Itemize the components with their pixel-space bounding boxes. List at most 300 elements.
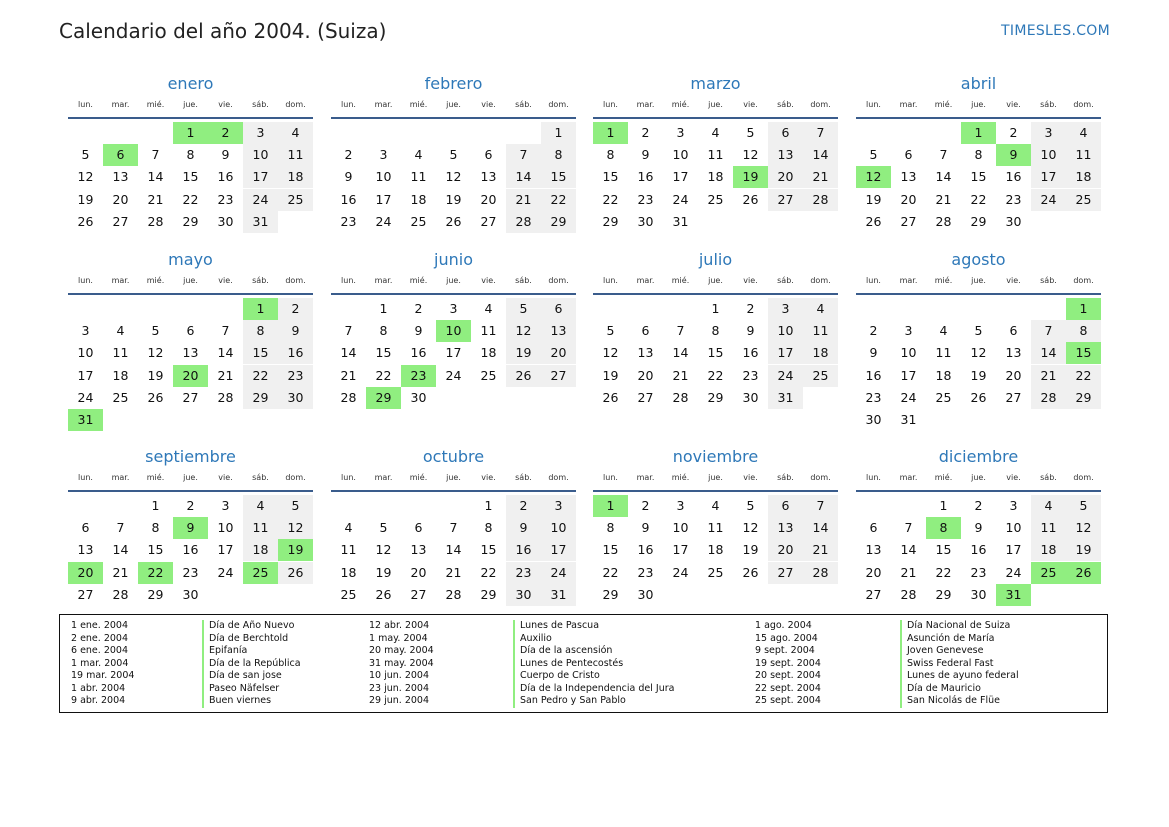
day-cell[interactable]: 3 [221,498,230,513]
day-cell[interactable]: 4 [484,301,493,316]
day-cell[interactable]: 2 [974,498,983,513]
day-cell[interactable]: 24 [768,365,803,387]
day-cell[interactable]: 21 [900,564,917,580]
day-cell[interactable]: 1 [541,122,576,144]
day-cell[interactable]: 21 [147,191,164,207]
day-cell[interactable]: 24 [375,213,392,229]
day-cell[interactable]: 28 [672,389,689,405]
day-cell[interactable]: 20 [768,539,803,561]
day-cell[interactable]: 4 [278,122,313,144]
day-cell[interactable]: 10 [672,147,689,163]
day-cell[interactable]: 6 [81,520,90,536]
day-cell[interactable]: 12 [278,517,313,539]
day-cell[interactable]: 14 [340,345,357,361]
day-cell[interactable]: 4 [414,147,423,163]
day-cell[interactable]: 29 [182,213,199,229]
day-cell[interactable]: 3 [676,125,685,140]
day-cell[interactable]: 22 [935,564,952,580]
holiday-day-cell[interactable]: 9 [173,517,208,539]
day-cell[interactable]: 26 [742,564,759,580]
day-cell[interactable]: 16 [742,345,759,361]
day-cell[interactable]: 31 [541,584,576,606]
day-cell[interactable]: 23 [637,564,654,580]
day-cell[interactable]: 5 [81,147,90,163]
day-cell[interactable]: 5 [746,498,755,513]
day-cell[interactable]: 25 [410,213,427,229]
day-cell[interactable]: 30 [742,389,759,405]
day-cell[interactable]: 17 [541,539,576,561]
day-cell[interactable]: 28 [340,389,357,405]
day-cell[interactable]: 14 [112,542,129,558]
day-cell[interactable]: 27 [541,365,576,387]
day-cell[interactable]: 20 [541,342,576,364]
day-cell[interactable]: 23 [182,564,199,580]
day-cell[interactable]: 4 [243,495,278,517]
day-cell[interactable]: 22 [375,367,392,383]
day-cell[interactable]: 16 [970,542,987,558]
holiday-day-cell[interactable]: 19 [733,166,768,188]
day-cell[interactable]: 20 [865,564,882,580]
day-cell[interactable]: 10 [1031,144,1066,166]
day-cell[interactable]: 11 [243,517,278,539]
day-cell[interactable]: 10 [375,169,392,185]
day-cell[interactable]: 15 [243,342,278,364]
day-cell[interactable]: 24 [541,562,576,584]
day-cell[interactable]: 31 [768,387,803,409]
holiday-day-cell[interactable]: 1 [961,122,996,144]
day-cell[interactable]: 12 [742,520,759,536]
day-cell[interactable]: 10 [900,345,917,361]
day-cell[interactable]: 2 [1009,125,1018,140]
day-cell[interactable]: 26 [602,389,619,405]
day-cell[interactable]: 6 [541,298,576,320]
day-cell[interactable]: 26 [865,213,882,229]
day-cell[interactable]: 3 [541,495,576,517]
day-cell[interactable]: 9 [506,517,541,539]
day-cell[interactable]: 21 [217,367,234,383]
day-cell[interactable]: 28 [1031,387,1066,409]
day-cell[interactable]: 9 [869,345,878,361]
day-cell[interactable]: 28 [803,189,838,211]
day-cell[interactable]: 17 [1031,166,1066,188]
day-cell[interactable]: 30 [182,586,199,602]
day-cell[interactable]: 13 [637,345,654,361]
day-cell[interactable]: 27 [77,586,94,602]
holiday-day-cell[interactable]: 20 [173,365,208,387]
day-cell[interactable]: 30 [217,213,234,229]
day-cell[interactable]: 29 [602,213,619,229]
day-cell[interactable]: 4 [116,323,125,339]
day-cell[interactable]: 11 [1031,517,1066,539]
day-cell[interactable]: 12 [602,345,619,361]
day-cell[interactable]: 15 [602,169,619,185]
day-cell[interactable]: 14 [1031,342,1066,364]
day-cell[interactable]: 17 [672,542,689,558]
day-cell[interactable]: 10 [243,144,278,166]
day-cell[interactable]: 16 [410,345,427,361]
day-cell[interactable]: 26 [970,389,987,405]
holiday-day-cell[interactable]: 1 [173,122,208,144]
day-cell[interactable]: 22 [1066,365,1101,387]
day-cell[interactable]: 22 [182,191,199,207]
day-cell[interactable]: 18 [480,345,497,361]
day-cell[interactable]: 28 [217,389,234,405]
day-cell[interactable]: 10 [541,517,576,539]
day-cell[interactable]: 21 [803,166,838,188]
day-cell[interactable]: 6 [768,122,803,144]
day-cell[interactable]: 7 [151,147,160,163]
day-cell[interactable]: 14 [147,169,164,185]
day-cell[interactable]: 30 [865,411,882,427]
day-cell[interactable]: 2 [641,125,650,140]
day-cell[interactable]: 5 [1066,495,1101,517]
day-cell[interactable]: 30 [1005,213,1022,229]
holiday-day-cell[interactable]: 26 [1066,562,1101,584]
day-cell[interactable]: 27 [112,213,129,229]
day-cell[interactable]: 27 [480,213,497,229]
holiday-day-cell[interactable]: 1 [243,298,278,320]
holiday-day-cell[interactable]: 2 [208,122,243,144]
day-cell[interactable]: 14 [803,144,838,166]
day-cell[interactable]: 21 [445,564,462,580]
day-cell[interactable]: 25 [112,389,129,405]
day-cell[interactable]: 28 [900,586,917,602]
day-cell[interactable]: 15 [970,169,987,185]
day-cell[interactable]: 5 [506,298,541,320]
day-cell[interactable]: 18 [935,367,952,383]
day-cell[interactable]: 8 [186,147,195,163]
day-cell[interactable]: 12 [970,345,987,361]
day-cell[interactable]: 17 [445,345,462,361]
day-cell[interactable]: 11 [410,169,427,185]
day-cell[interactable]: 30 [637,586,654,602]
day-cell[interactable]: 7 [449,520,458,536]
day-cell[interactable]: 29 [243,387,278,409]
day-cell[interactable]: 21 [112,564,129,580]
day-cell[interactable]: 8 [151,520,160,536]
day-cell[interactable]: 31 [900,411,917,427]
day-cell[interactable]: 13 [768,517,803,539]
day-cell[interactable]: 16 [217,169,234,185]
day-cell[interactable]: 27 [410,586,427,602]
day-cell[interactable]: 21 [1031,365,1066,387]
day-cell[interactable]: 3 [449,301,458,316]
day-cell[interactable]: 24 [445,367,462,383]
day-cell[interactable]: 30 [506,584,541,606]
day-cell[interactable]: 8 [541,144,576,166]
day-cell[interactable]: 12 [1066,517,1101,539]
day-cell[interactable]: 8 [711,323,720,339]
day-cell[interactable]: 6 [904,147,913,163]
day-cell[interactable]: 5 [151,323,160,339]
holiday-day-cell[interactable]: 6 [103,144,138,166]
day-cell[interactable]: 24 [217,564,234,580]
day-cell[interactable]: 16 [340,191,357,207]
day-cell[interactable]: 10 [77,345,94,361]
day-cell[interactable]: 5 [869,147,878,163]
day-cell[interactable]: 16 [278,342,313,364]
day-cell[interactable]: 5 [278,495,313,517]
day-cell[interactable]: 6 [186,323,195,339]
day-cell[interactable]: 30 [278,387,313,409]
day-cell[interactable]: 23 [970,564,987,580]
day-cell[interactable]: 19 [147,367,164,383]
day-cell[interactable]: 12 [147,345,164,361]
day-cell[interactable]: 14 [672,345,689,361]
day-cell[interactable]: 5 [974,323,983,339]
day-cell[interactable]: 1 [379,301,388,316]
day-cell[interactable]: 19 [77,191,94,207]
day-cell[interactable]: 13 [1005,345,1022,361]
holiday-day-cell[interactable]: 31 [996,584,1031,606]
day-cell[interactable]: 16 [182,542,199,558]
day-cell[interactable]: 4 [711,498,720,513]
day-cell[interactable]: 25 [707,564,724,580]
holiday-day-cell[interactable]: 23 [401,365,436,387]
day-cell[interactable]: 29 [707,389,724,405]
day-cell[interactable]: 26 [742,191,759,207]
day-cell[interactable]: 11 [112,345,129,361]
day-cell[interactable]: 23 [278,365,313,387]
day-cell[interactable]: 8 [379,323,388,339]
day-cell[interactable]: 13 [410,542,427,558]
day-cell[interactable]: 22 [602,564,619,580]
day-cell[interactable]: 7 [803,122,838,144]
day-cell[interactable]: 14 [803,517,838,539]
day-cell[interactable]: 13 [112,169,129,185]
day-cell[interactable]: 6 [869,520,878,536]
day-cell[interactable]: 30 [970,586,987,602]
day-cell[interactable]: 19 [865,191,882,207]
day-cell[interactable]: 15 [707,345,724,361]
day-cell[interactable]: 15 [182,169,199,185]
day-cell[interactable]: 25 [935,389,952,405]
day-cell[interactable]: 25 [1066,189,1101,211]
day-cell[interactable]: 14 [445,542,462,558]
day-cell[interactable]: 3 [1031,122,1066,144]
day-cell[interactable]: 1 [484,498,493,513]
holiday-day-cell[interactable]: 20 [68,562,103,584]
day-cell[interactable]: 11 [707,520,724,536]
day-cell[interactable]: 6 [414,520,423,536]
day-cell[interactable]: 3 [379,147,388,163]
day-cell[interactable]: 23 [217,191,234,207]
day-cell[interactable]: 4 [1066,122,1101,144]
day-cell[interactable]: 12 [445,169,462,185]
day-cell[interactable]: 13 [77,542,94,558]
holiday-day-cell[interactable]: 15 [1066,342,1101,364]
day-cell[interactable]: 18 [1031,539,1066,561]
day-cell[interactable]: 31 [672,213,689,229]
day-cell[interactable]: 17 [375,191,392,207]
day-cell[interactable]: 23 [742,367,759,383]
day-cell[interactable]: 12 [742,147,759,163]
day-cell[interactable]: 7 [344,323,353,339]
day-cell[interactable]: 5 [449,147,458,163]
day-cell[interactable]: 18 [340,564,357,580]
day-cell[interactable]: 22 [970,191,987,207]
day-cell[interactable]: 28 [506,211,541,233]
day-cell[interactable]: 27 [768,189,803,211]
day-cell[interactable]: 29 [970,213,987,229]
day-cell[interactable]: 11 [707,147,724,163]
day-cell[interactable]: 29 [602,586,619,602]
day-cell[interactable]: 18 [278,166,313,188]
day-cell[interactable]: 14 [217,345,234,361]
day-cell[interactable]: 26 [375,586,392,602]
day-cell[interactable]: 11 [278,144,313,166]
day-cell[interactable]: 29 [541,211,576,233]
day-cell[interactable]: 24 [672,564,689,580]
day-cell[interactable]: 28 [445,586,462,602]
day-cell[interactable]: 12 [506,320,541,342]
day-cell[interactable]: 8 [606,147,615,163]
day-cell[interactable]: 2 [869,323,878,339]
day-cell[interactable]: 12 [77,169,94,185]
day-cell[interactable]: 19 [375,564,392,580]
day-cell[interactable]: 11 [1066,144,1101,166]
day-cell[interactable]: 7 [221,323,230,339]
day-cell[interactable]: 27 [865,586,882,602]
holiday-day-cell[interactable]: 9 [996,144,1031,166]
day-cell[interactable]: 26 [147,389,164,405]
day-cell[interactable]: 28 [803,562,838,584]
day-cell[interactable]: 16 [1005,169,1022,185]
day-cell[interactable]: 9 [641,520,650,536]
day-cell[interactable]: 22 [243,365,278,387]
day-cell[interactable]: 20 [1005,367,1022,383]
day-cell[interactable]: 15 [935,542,952,558]
day-cell[interactable]: 19 [970,367,987,383]
day-cell[interactable]: 31 [243,211,278,233]
day-cell[interactable]: 4 [711,125,720,140]
day-cell[interactable]: 7 [904,520,913,536]
day-cell[interactable]: 24 [1031,189,1066,211]
day-cell[interactable]: 19 [506,342,541,364]
holiday-day-cell[interactable]: 12 [856,166,891,188]
day-cell[interactable]: 9 [641,147,650,163]
day-cell[interactable]: 4 [803,298,838,320]
day-cell[interactable]: 14 [506,166,541,188]
day-cell[interactable]: 3 [81,323,90,339]
day-cell[interactable]: 20 [637,367,654,383]
day-cell[interactable]: 18 [243,539,278,561]
day-cell[interactable]: 21 [803,539,838,561]
day-cell[interactable]: 26 [506,365,541,387]
day-cell[interactable]: 20 [480,191,497,207]
day-cell[interactable]: 28 [935,213,952,229]
day-cell[interactable]: 23 [865,389,882,405]
day-cell[interactable]: 2 [186,498,195,513]
day-cell[interactable]: 15 [541,166,576,188]
day-cell[interactable]: 10 [672,520,689,536]
day-cell[interactable]: 28 [147,213,164,229]
holiday-day-cell[interactable]: 25 [243,562,278,584]
day-cell[interactable]: 17 [672,169,689,185]
holiday-day-cell[interactable]: 8 [926,517,961,539]
day-cell[interactable]: 27 [900,213,917,229]
day-cell[interactable]: 27 [768,562,803,584]
day-cell[interactable]: 1 [939,498,948,513]
day-cell[interactable]: 25 [278,189,313,211]
holiday-day-cell[interactable]: 29 [366,387,401,409]
day-cell[interactable]: 17 [1005,542,1022,558]
day-cell[interactable]: 13 [480,169,497,185]
holiday-day-cell[interactable]: 1 [593,122,628,144]
day-cell[interactable]: 8 [1066,320,1101,342]
day-cell[interactable]: 29 [1066,387,1101,409]
day-cell[interactable]: 1 [151,498,160,513]
day-cell[interactable]: 6 [1009,323,1018,339]
holiday-day-cell[interactable]: 22 [138,562,173,584]
day-cell[interactable]: 8 [243,320,278,342]
day-cell[interactable]: 23 [506,562,541,584]
day-cell[interactable]: 5 [746,125,755,140]
day-cell[interactable]: 20 [112,191,129,207]
day-cell[interactable]: 4 [344,520,353,536]
day-cell[interactable]: 22 [602,191,619,207]
day-cell[interactable]: 3 [768,298,803,320]
day-cell[interactable]: 13 [768,144,803,166]
day-cell[interactable]: 19 [1066,539,1101,561]
day-cell[interactable]: 26 [77,213,94,229]
day-cell[interactable]: 21 [340,367,357,383]
holiday-day-cell[interactable]: 1 [593,495,628,517]
day-cell[interactable]: 10 [1005,520,1022,536]
day-cell[interactable]: 18 [410,191,427,207]
holiday-day-cell[interactable]: 1 [1066,298,1101,320]
day-cell[interactable]: 21 [506,189,541,211]
day-cell[interactable]: 17 [243,166,278,188]
day-cell[interactable]: 13 [182,345,199,361]
site-link[interactable]: TIMESLES.COM [1001,23,1110,39]
day-cell[interactable]: 30 [637,213,654,229]
day-cell[interactable]: 30 [410,389,427,405]
day-cell[interactable]: 20 [768,166,803,188]
day-cell[interactable]: 25 [803,365,838,387]
day-cell[interactable]: 18 [707,169,724,185]
day-cell[interactable]: 20 [410,564,427,580]
day-cell[interactable]: 27 [1005,389,1022,405]
day-cell[interactable]: 15 [602,542,619,558]
day-cell[interactable]: 5 [379,520,388,536]
day-cell[interactable]: 8 [606,520,615,536]
day-cell[interactable]: 20 [900,191,917,207]
day-cell[interactable]: 23 [1005,191,1022,207]
holiday-day-cell[interactable]: 10 [436,320,471,342]
day-cell[interactable]: 8 [484,520,493,536]
day-cell[interactable]: 2 [344,147,353,163]
day-cell[interactable]: 7 [676,323,685,339]
day-cell[interactable]: 27 [637,389,654,405]
holiday-day-cell[interactable]: 19 [278,539,313,561]
day-cell[interactable]: 6 [484,147,493,163]
day-cell[interactable]: 15 [480,542,497,558]
day-cell[interactable]: 18 [707,542,724,558]
day-cell[interactable]: 18 [112,367,129,383]
day-cell[interactable]: 9 [974,520,983,536]
day-cell[interactable]: 18 [1066,166,1101,188]
day-cell[interactable]: 7 [116,520,125,536]
day-cell[interactable]: 27 [182,389,199,405]
day-cell[interactable]: 1 [711,301,720,316]
day-cell[interactable]: 3 [904,323,913,339]
day-cell[interactable]: 6 [768,495,803,517]
day-cell[interactable]: 23 [637,191,654,207]
day-cell[interactable]: 26 [445,213,462,229]
day-cell[interactable]: 4 [939,323,948,339]
day-cell[interactable]: 29 [935,586,952,602]
